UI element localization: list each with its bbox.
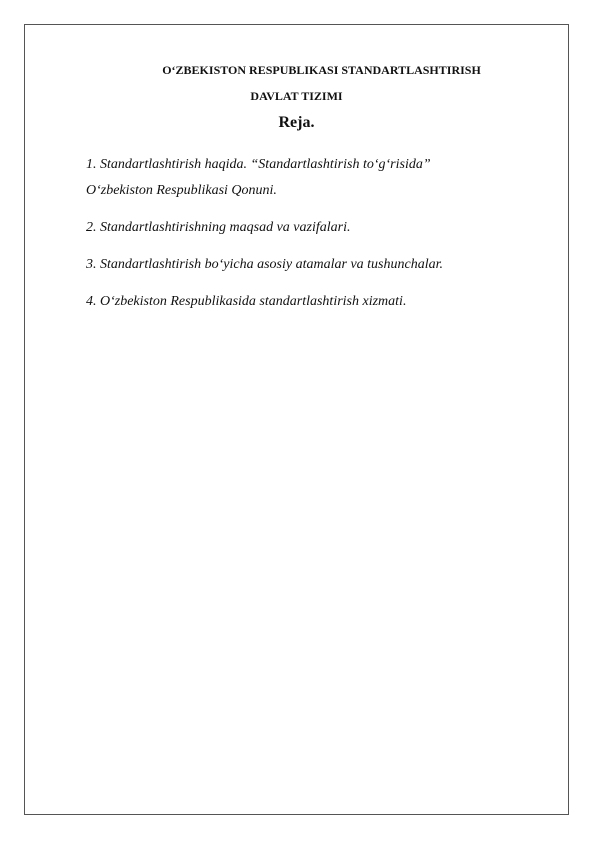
plan-item-2-line1: 2. Standartlashtirishning maqsad va vazifalari. bbox=[86, 220, 351, 235]
plan-list bbox=[86, 152, 546, 326]
plan-item-4 bbox=[86, 289, 546, 315]
plan-item-1-line2: O‘zbekiston Respublikasi Qonuni. bbox=[86, 183, 277, 198]
plan-item-4-line1: 4. O‘zbekiston Respublikasida standartlashtirish xizmati. bbox=[86, 294, 407, 309]
plan-item-1 bbox=[86, 152, 546, 204]
plan-item-3 bbox=[86, 252, 546, 278]
page-border bbox=[24, 24, 569, 815]
plan-item-3-line1: 3. Standartlashtirish bo‘yicha asosiy atamalar va tushunchalar. bbox=[86, 257, 443, 272]
plan-heading: Reja. bbox=[278, 114, 315, 131]
document-title-line2: DAVLAT TIZIMI bbox=[250, 89, 343, 103]
plan-item-2 bbox=[86, 215, 546, 241]
plan-item-1-line1: 1. Standartlashtirish haqida. “Standartlashtirish to‘g‘risida” bbox=[86, 157, 431, 172]
document-title-line1: O‘ZBEKISTON RESPUBLIKASI STANDARTLASHTIRISH bbox=[162, 63, 481, 77]
